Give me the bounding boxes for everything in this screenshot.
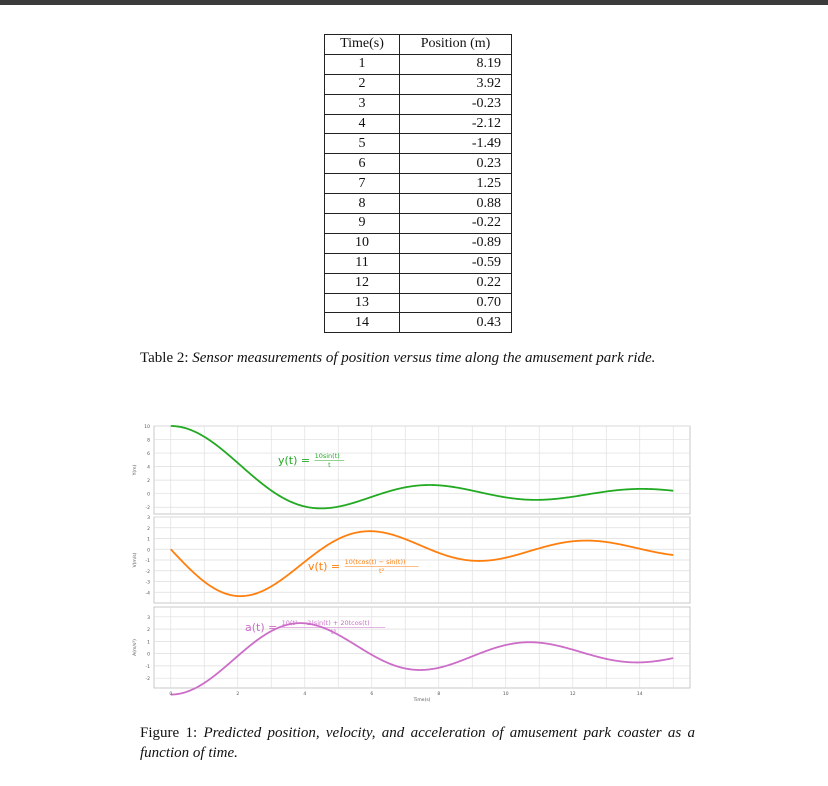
table-row (325, 134, 512, 154)
position-cell: 0.23 (400, 154, 512, 174)
position-cell: -0.22 (400, 214, 512, 234)
velocity-y-tick-label: 1 (147, 537, 150, 543)
acceleration-axes-frame (154, 607, 690, 688)
acceleration-equation-denominator: t³ (330, 628, 336, 636)
table-row (325, 313, 512, 333)
velocity-y-tick-label: 2 (147, 526, 150, 532)
position-cell: -0.89 (400, 233, 512, 253)
position-column-header: Position (m) (400, 35, 512, 55)
acceleration-y-tick-label: 3 (147, 615, 150, 621)
table-body (325, 54, 512, 332)
figure-caption (140, 723, 695, 763)
velocity-y-tick-label: -2 (145, 569, 150, 575)
acceleration-y-axis-label: A(m/s²) (133, 639, 138, 656)
position-cell: 8.19 (400, 54, 512, 74)
figure-caption-label: Figure 1: (140, 725, 198, 741)
table-row (325, 214, 512, 234)
time-cell: 3 (325, 94, 400, 114)
velocity-y-tick-label: 0 (147, 548, 150, 554)
position-equation-lhs: y(t) = (278, 454, 311, 467)
position-cell: 0.22 (400, 273, 512, 293)
table-row (325, 233, 512, 253)
table-caption-text: Sensor measurements of position versus time along the amusement park ride. (192, 350, 656, 366)
x-tick-label: 12 (569, 692, 576, 697)
velocity-equation-denominator: t² (379, 567, 385, 575)
position-y-tick-label: 0 (147, 492, 150, 498)
table-row (325, 74, 512, 94)
position-cell: -0.23 (400, 94, 512, 114)
time-cell: 14 (325, 313, 400, 333)
x-tick-label: 14 (636, 692, 643, 697)
position-table (324, 34, 512, 333)
table-row (325, 174, 512, 194)
figure-caption-text: Predicted position, velocity, and acceleration of amusement park coaster as a function of time. (140, 725, 695, 761)
time-cell: 13 (325, 293, 400, 313)
table-row (325, 253, 512, 273)
table-header-row (325, 35, 512, 55)
velocity-y-tick-label: -3 (145, 580, 150, 586)
time-cell: 7 (325, 174, 400, 194)
position-equation-numerator: 10sin(t) (314, 452, 340, 460)
time-cell: 11 (325, 253, 400, 273)
x-tick-label: 6 (370, 692, 374, 697)
table-row (325, 114, 512, 134)
position-cell: 0.70 (400, 293, 512, 313)
x-tick-label: 10 (502, 692, 509, 697)
table-row (325, 154, 512, 174)
position-equation-denominator: t (328, 461, 331, 469)
velocity-y-tick-label: -1 (145, 559, 150, 564)
window-top-bar (0, 0, 828, 5)
acceleration-y-tick-label: 2 (147, 628, 150, 634)
table-row (325, 273, 512, 293)
position-cell: 0.43 (400, 313, 512, 333)
time-cell: 10 (325, 233, 400, 253)
table-row (325, 194, 512, 214)
acceleration-equation-numerator: 10(t² − 2)sin(t) + 20tcos(t) (281, 619, 370, 627)
x-tick-label: 0 (169, 692, 173, 697)
position-y-tick-label: 6 (147, 452, 150, 458)
time-cell: 9 (325, 214, 400, 234)
position-y-tick-label: 10 (144, 425, 150, 430)
table-caption (140, 348, 695, 368)
x-tick-label: 2 (236, 692, 240, 697)
position-y-tick-label: 2 (147, 479, 150, 485)
position-cell: -0.59 (400, 253, 512, 273)
time-cell: 4 (325, 114, 400, 134)
velocity-y-tick-label: -4 (145, 591, 150, 597)
time-cell: 8 (325, 194, 400, 214)
figure-plots (130, 418, 695, 703)
time-cell: 2 (325, 74, 400, 94)
position-y-tick-label: 8 (147, 438, 150, 444)
position-cell: 1.25 (400, 174, 512, 194)
position-y-axis-label: Y(m) (133, 464, 138, 476)
velocity-equation-lhs: v(t) = (308, 560, 341, 573)
velocity-equation-numerator: 10(tcos(t) − sin(t)) (344, 558, 406, 566)
position-y-tick-label: -2 (145, 506, 150, 512)
acceleration-equation-lhs: a(t) = (245, 621, 278, 634)
time-cell: 6 (325, 154, 400, 174)
table-row (325, 293, 512, 313)
acceleration-y-tick-label: -1 (145, 664, 150, 670)
position-y-tick-label: 4 (147, 465, 150, 471)
table-row (325, 94, 512, 114)
x-tick-label: 4 (303, 692, 307, 697)
table-row (325, 54, 512, 74)
position-cell: 3.92 (400, 74, 512, 94)
table-caption-label: Table 2: (140, 350, 189, 366)
x-tick-label: 8 (437, 692, 441, 697)
x-axis-label: Time(s) (413, 698, 431, 703)
time-column-header: Time(s) (325, 35, 400, 55)
position-cell: -2.12 (400, 114, 512, 134)
time-cell: 1 (325, 54, 400, 74)
acceleration-y-tick-label: 0 (147, 652, 150, 658)
acceleration-y-tick-label: -2 (145, 677, 150, 683)
position-cell: 0.88 (400, 194, 512, 214)
position-cell: -1.49 (400, 134, 512, 154)
acceleration-y-tick-label: 1 (147, 640, 150, 646)
time-cell: 12 (325, 273, 400, 293)
velocity-y-axis-label: V(m/s) (133, 552, 138, 568)
velocity-y-tick-label: 3 (147, 516, 150, 521)
time-cell: 5 (325, 134, 400, 154)
